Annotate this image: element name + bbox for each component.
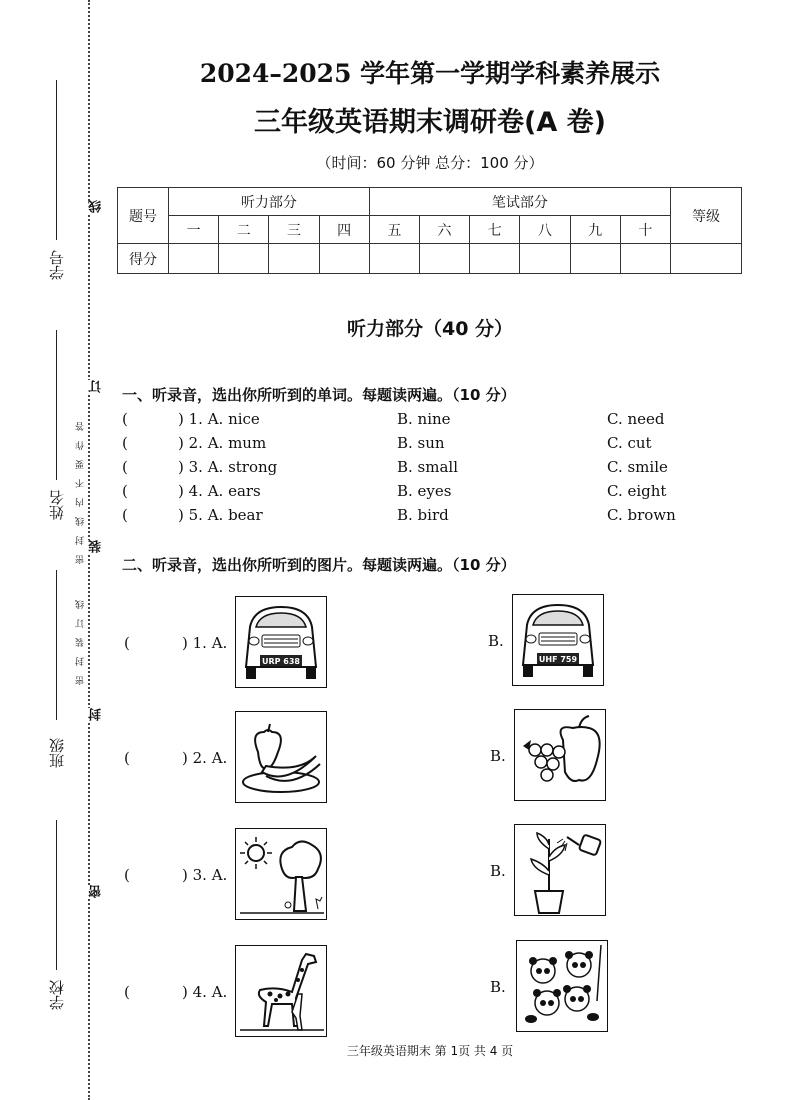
bind-char-feng: 封	[89, 708, 104, 721]
score-cell[interactable]	[570, 244, 620, 274]
plate-b: UHF 759	[538, 655, 578, 664]
p2-q1-b-label: B.	[488, 632, 504, 650]
p1-q5-b: B. bird	[397, 506, 449, 524]
col-3: 三	[269, 216, 319, 244]
score-cell[interactable]	[219, 244, 269, 274]
exam-time-info: （时间：60 分钟 总分：100 分）	[316, 154, 544, 172]
p2-q4-a-label: ) 4. A.	[182, 983, 228, 1001]
apple-banana-image[interactable]	[235, 711, 327, 803]
col-5: 五	[369, 216, 419, 244]
p2-q2-paren[interactable]: (	[124, 749, 130, 767]
score-cell[interactable]	[419, 244, 469, 274]
bind-char-mi: 密	[89, 885, 104, 898]
p1-q4-b: B. eyes	[397, 482, 452, 500]
col-9: 九	[570, 216, 620, 244]
listening-part-label: 听力部分	[169, 188, 370, 216]
p1-q3-c: C. smile	[607, 458, 668, 476]
p1-q5-c: C. brown	[607, 506, 676, 524]
score-cell[interactable]	[470, 244, 520, 274]
score-cell[interactable]	[169, 244, 219, 274]
class-label: 班级	[48, 738, 66, 768]
school-label: 学校	[48, 980, 66, 1010]
p1-q1-b: B. nine	[397, 410, 451, 428]
p2-q4-b-label: B.	[490, 978, 506, 996]
grapes-apple-image[interactable]	[514, 709, 606, 801]
p1-q3-a: ) 3. A. strong	[178, 458, 278, 476]
p1-q5-paren[interactable]: (	[122, 506, 128, 524]
listening-section-title: 听力部分（40 分）	[346, 318, 514, 340]
score-cell[interactable]	[369, 244, 419, 274]
p1-q1-paren[interactable]: (	[122, 410, 128, 428]
margin-notice-2: 密封装订线	[76, 590, 86, 685]
car-b-image[interactable]	[512, 594, 604, 686]
p1-q1-a: ) 1. A. nice	[178, 410, 260, 428]
col-2: 二	[219, 216, 269, 244]
grade-label: 等级	[671, 188, 742, 244]
name-label: 姓名	[48, 490, 66, 520]
giraffe-image[interactable]	[235, 945, 327, 1037]
col-10: 十	[620, 216, 670, 244]
fruit-plate-icon	[236, 712, 326, 802]
p1-q2-c: C. cut	[607, 434, 652, 452]
p2-q3-a-label: ) 3. A.	[182, 866, 228, 884]
score-cell[interactable]	[620, 244, 670, 274]
p1-q2-b: B. sun	[397, 434, 445, 452]
p1-q4-a: ) 4. A. ears	[178, 482, 261, 500]
p2-q1-paren[interactable]: (	[124, 634, 130, 652]
col-4: 四	[319, 216, 369, 244]
car-a-image[interactable]	[235, 596, 327, 688]
sun-tree-image[interactable]	[235, 828, 327, 920]
page-footer: 三年级英语期末 第 1页 共 4 页	[346, 1044, 514, 1058]
school-line	[56, 820, 57, 970]
col-6: 六	[419, 216, 469, 244]
sun-tree-icon	[236, 829, 326, 919]
writing-part-label: 笔试部分	[369, 188, 670, 216]
car-icon	[236, 597, 326, 687]
score-cell[interactable]	[269, 244, 319, 274]
watering-plant-image[interactable]	[514, 824, 606, 916]
p1-q4-c: C. eight	[607, 482, 667, 500]
exam-title-line1: 2024–2025 学年第一学期学科素养展示	[199, 59, 661, 88]
panda-icon	[517, 941, 607, 1031]
score-table	[117, 187, 742, 274]
p1-q2-a: ) 2. A. mum	[178, 434, 267, 452]
student-no-line	[56, 80, 57, 240]
plate-a: URP 638	[261, 657, 301, 666]
p2-q1-a-label: ) 1. A.	[182, 634, 228, 652]
watering-plant-icon	[515, 825, 605, 915]
p2-q3-paren[interactable]: (	[124, 866, 130, 884]
p1-q4-paren[interactable]: (	[122, 482, 128, 500]
col-8: 八	[520, 216, 570, 244]
part2-heading: 二、听录音，选出你所听到的图片。每题读两遍。（10 分）	[122, 556, 516, 574]
p1-q1-c: C. need	[607, 410, 665, 428]
p1-q2-paren[interactable]: (	[122, 434, 128, 452]
p1-q3-paren[interactable]: (	[122, 458, 128, 476]
question-no-label: 题号	[118, 188, 169, 244]
p2-q2-b-label: B.	[490, 747, 506, 765]
margin-notice: 密封线内不要作答	[76, 412, 86, 564]
bind-char-ding: 订	[89, 380, 104, 393]
p2-q2-a-label: ) 2. A.	[182, 749, 228, 767]
class-line	[56, 570, 57, 720]
part1-heading: 一、听录音，选出你所听到的单词。每题读两遍。（10 分）	[122, 386, 516, 404]
grade-cell[interactable]	[671, 244, 742, 274]
p2-q3-b-label: B.	[490, 862, 506, 880]
score-cell[interactable]	[319, 244, 369, 274]
giraffe-icon	[236, 946, 326, 1036]
car-icon	[513, 595, 603, 685]
bind-char-zhuang: 装	[89, 540, 104, 553]
p1-q5-a: ) 5. A. bear	[178, 506, 263, 524]
col-1: 一	[169, 216, 219, 244]
score-row-label: 得分	[118, 244, 169, 274]
name-line	[56, 330, 57, 480]
bind-char-xian: 线	[89, 200, 104, 213]
student-no-label: 学号	[48, 250, 66, 280]
score-cell[interactable]	[520, 244, 570, 274]
grapes-apple-icon	[515, 710, 605, 800]
col-7: 七	[470, 216, 520, 244]
p1-q3-b: B. small	[397, 458, 459, 476]
p2-q4-paren[interactable]: (	[124, 983, 130, 1001]
exam-title-line2: 三年级英语期末调研卷(A 卷)	[254, 107, 606, 138]
panda-image[interactable]	[516, 940, 608, 1032]
